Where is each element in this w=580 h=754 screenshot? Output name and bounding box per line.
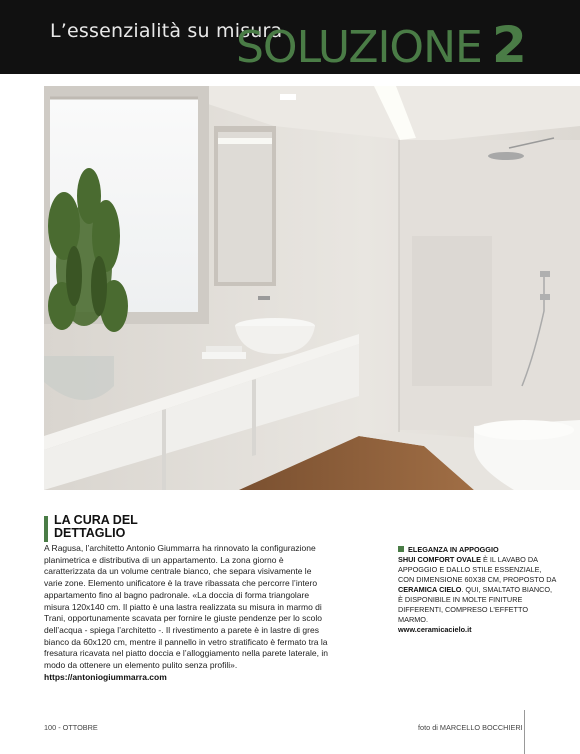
photo-credit-name: MARCELLO BOCCHIERI	[439, 723, 523, 732]
header-kicker: L’essenzialità su misura	[50, 20, 283, 42]
article-column	[44, 514, 332, 683]
bathroom-photo	[44, 86, 580, 490]
article-heading-block	[44, 514, 332, 540]
caption-heading-text: ELEGANZA IN APPOGGIO	[408, 545, 499, 554]
caption-product: SHUI COMFORT OVALE	[398, 555, 481, 564]
article-heading: LA CURA DEL DETTAGLIO	[54, 513, 138, 540]
photo-credit-prefix: foto di	[418, 723, 440, 732]
header-title: SOLUZIONE	[236, 22, 482, 73]
bathroom-photo-illustration	[44, 86, 580, 490]
caption-accent-square	[398, 546, 404, 552]
header-number: 2	[492, 16, 527, 74]
article-url[interactable]: https://antoniogiummarra.com	[44, 671, 167, 682]
footer-rule	[524, 710, 525, 754]
header-band	[0, 0, 580, 74]
caption-text-1: È IL LAVABO DA APPOGGIO E DALLO STILE ESSENZIALE, CON DIMENSIONE 60X38 CM, PROPOSTO DA	[398, 555, 557, 584]
caption-brand: CERAMICA CIELO	[398, 585, 462, 594]
photo-credit	[418, 723, 523, 732]
caption-text-2: . QUI, SMALTATO BIANCO, È DISPONIBILE IN MOLTE FINITURE DIFFERENTI, COMPRESO L’EFFETTO MARMO.	[398, 585, 553, 624]
caption-column	[398, 545, 558, 635]
caption-url[interactable]: www.ceramicacielo.it	[398, 625, 472, 634]
caption-heading	[398, 545, 558, 555]
caption-text	[398, 555, 558, 625]
heading-accent-bar	[44, 516, 48, 542]
article-body: A Ragusa, l’architetto Antonio Giummarra ha rinnovato la configurazione planimetrica e distributiva di un appartamento. La zona giorno è caratterizzata da un volume centrale bianco, che separa visivamente le varie zone. Elemento unificatore è la trave ribassata che percorre l’intero appartamento fino al bagno padronale. «La doccia di forma triangolare misura 120x140 cm. Il piatto è una lastra realizzata su misura in marmo di Trani, opportunamente scavata per fornire le giuste pendenze per lo scolo dell’acqua - spiega l’architetto -. Il rivestimento a parete è in lastre di gres bianco da 60x120 cm, mentre il pannello in vetro stratificato è fermato tra la fresatura ricavata nel piatto doccia e l’alloggiamento nella parete laterale, in modo da ottenere un elemento pulito senza profili».	[44, 543, 328, 671]
page-folio: 100 - OTTOBRE	[44, 723, 98, 732]
